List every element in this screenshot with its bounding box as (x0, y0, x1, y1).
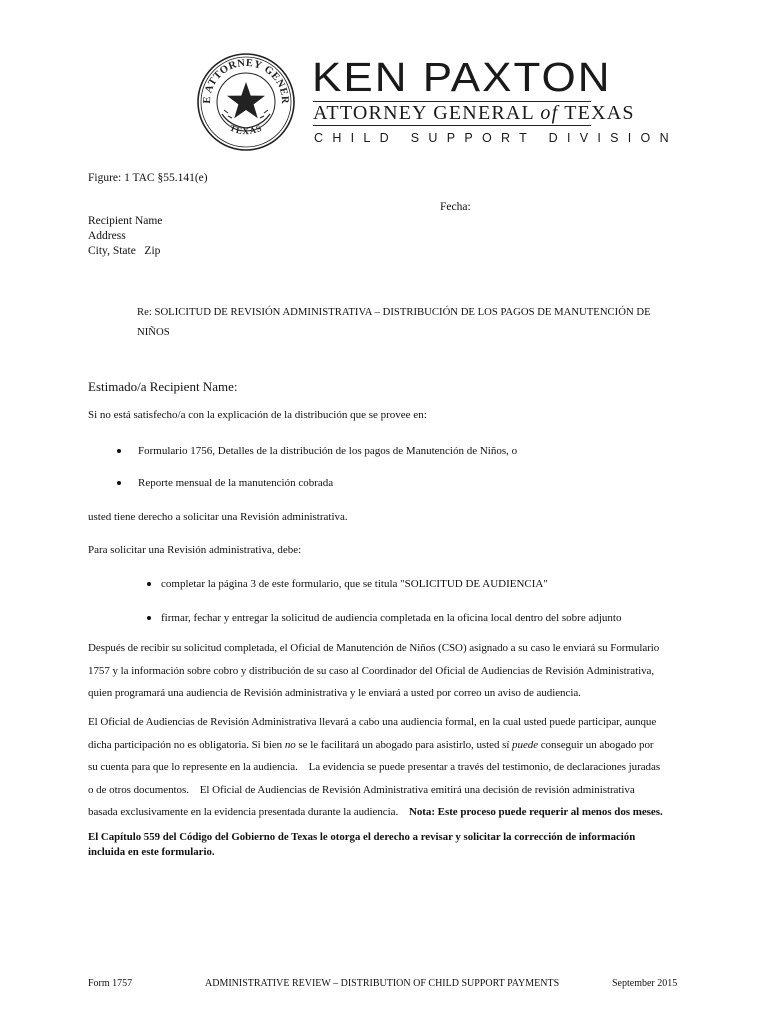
paragraph-line: o de otros documentos. El Oficial de Audiencias de Revisión Administrativa emitirá una decisión de revisión administrativa (88, 783, 635, 796)
figure-reference: Figure: 1 TAC §55.141(e) (88, 172, 208, 184)
paragraph-line: dicha participación no es obligatoria. Si bien no se le facilitará un abogado para asistirlo, usted sí puede conseguir un abogado por (88, 738, 654, 751)
svg-text:TEXAS: TEXAS (228, 122, 264, 137)
bullet-icon (117, 449, 121, 453)
chapter-559-notice: El Capítulo 559 del Código del Gobierno de Texas le otorga el derecho a revisar y solicitar la corrección de información (88, 831, 636, 843)
request-intro: Para solicitar una Revisión administrativa, debe: (88, 544, 302, 556)
process-paragraph (88, 637, 688, 705)
paragraph-line: basada exclusivamente en la evidencia presentada durante la audiencia. Nota: Este proceso puede requerir al menos dos meses. (88, 806, 663, 818)
paragraph-line: 1757 y la información sobre cobro y distribución de su caso al Coordinador del Oficial de Audiencias de Revisión Administrativa, (88, 664, 655, 677)
svg-text:THE ATTORNEY GENERAL: E ATTORNEY GENER (201, 57, 291, 105)
re-line: Re: SOLICITUD DE REVISIÓN ADMINISTRATIVA – DISTRIBUCIÓN DE LOS PAGOS DE MANUTENCIÓN DE (137, 306, 651, 318)
duration-note: Nota: Este proceso puede requerir al menos dos meses. (408, 806, 663, 818)
footer-title: ADMINISTRATIVE REVIEW – DISTRIBUTION OF CHILD SUPPORT PAYMENTS (205, 978, 560, 989)
division-name: CHILD SUPPORT DIVISION (314, 131, 678, 145)
bullet-icon (147, 582, 151, 586)
salutation: Estimado/a Recipient Name: (88, 379, 238, 394)
attorney-general-seal (196, 52, 296, 152)
letterhead-rule-bottom (313, 125, 591, 126)
hearing-officer-paragraph (88, 711, 688, 824)
paragraph-line: su cuenta para que lo represente en la audiencia. La evidencia se puede presentar a través del testimonio, de declaraciones juradas (88, 761, 661, 773)
bullet-icon (117, 481, 121, 485)
ag-name: KEN PAXTON (312, 55, 612, 101)
paragraph-line: Después de recibir su solicitud completada, el Oficial de Manutención de Niños (CSO) asignado a su caso le enviará su Formulario (88, 642, 660, 654)
recipient-address: Address (88, 230, 126, 242)
list-item: Formulario 1756, Detalles de la distribución de los pagos de Manutención de Niños, o (138, 445, 518, 457)
list-item: completar la página 3 de este formulario, que se titula "SOLICITUD DE AUDIENCIA" (161, 578, 548, 590)
bullet-icon (147, 616, 151, 620)
recipient-name: Recipient Name (88, 215, 163, 227)
paragraph-line: El Oficial de Audiencias de Revisión Administrativa llevará a cabo una audiencia formal, en la cual usted puede participar, aunque (88, 716, 657, 728)
footer-form-number: Form 1757 (88, 978, 133, 989)
list-item: firmar, fechar y entregar la solicitud de audiencia completada en la oficina local dentro del sobre adjunto (161, 612, 622, 624)
list-item: Reporte mensual de la manutención cobrada (138, 477, 334, 489)
date-label: Fecha: (440, 201, 471, 213)
right-statement: usted tiene derecho a solicitar una Revisión administrativa. (88, 511, 348, 523)
footer-date: September 2015 (612, 978, 678, 989)
re-line-continued: NIÑOS (137, 326, 170, 338)
ag-title: ATTORNEY GENERAL of TEXAS (313, 102, 635, 124)
intro-text: Si no está satisfecho/a con la explicación de la distribución que se provee en: (88, 409, 427, 421)
paragraph-line: quien programará una audiencia de Revisión administrativa y le enviará a usted por correo un aviso de audiencia. (88, 687, 581, 699)
chapter-559-notice-continued: incluida en este formulario. (88, 846, 215, 858)
recipient-city-state-zip: City, State Zip (88, 245, 161, 257)
